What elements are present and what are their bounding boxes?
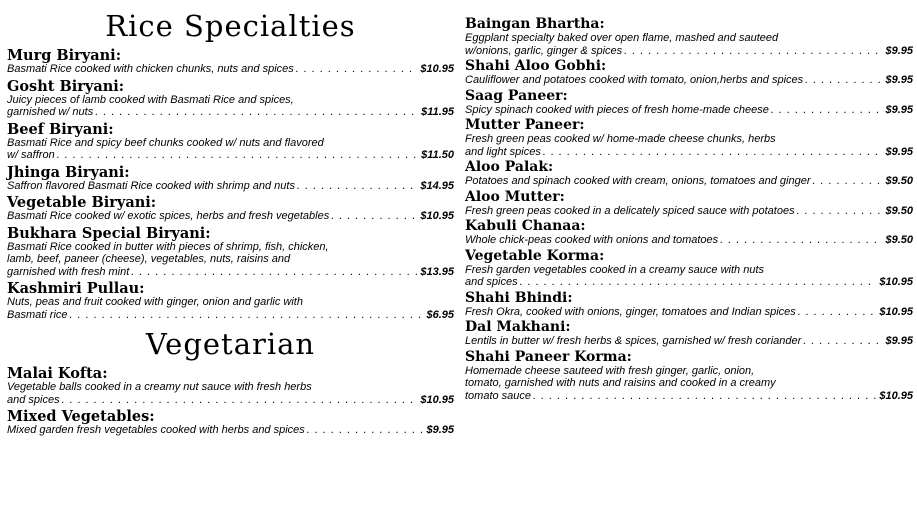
menu-item-price: $9.95 <box>885 103 913 116</box>
dot-leader <box>543 146 884 159</box>
menu-item-price: $9.95 <box>885 44 913 57</box>
dot-leader <box>813 175 884 188</box>
menu-item-description-last-line <box>465 306 913 319</box>
menu-item-description-last-line <box>7 63 454 76</box>
menu-item-price: $10.95 <box>420 63 454 75</box>
menu-item-price: $9.95 <box>885 335 913 347</box>
menu-item-name: Mixed Vegetables: <box>7 408 155 425</box>
menu-item-description: Basmati Rice cooked with chicken chunks, nuts and spices <box>7 63 294 75</box>
menu-item <box>465 291 913 319</box>
menu-item-description: Basmati Rice cooked in butter with pieces of shrimp, fish, chicken, <box>7 240 329 253</box>
menu-item-name: Dal Makhani: <box>465 319 571 335</box>
dot-leader <box>331 210 418 223</box>
vegetarian-list-left <box>7 366 454 437</box>
menu-item-price: $10.95 <box>879 389 913 402</box>
menu-item-description-last-line <box>7 149 454 162</box>
menu-item-price: $14.95 <box>420 179 454 192</box>
menu-item-name: Shahi Aloo Gobhi: <box>465 58 607 74</box>
dot-leader <box>296 63 419 76</box>
menu-item-description: Fresh garden vegetables cooked in a creamy sauce with nuts <box>465 263 764 276</box>
menu-item-description: Fresh green peas cooked w/ home-made cheese chunks, herbs <box>465 133 776 145</box>
menu-item <box>7 281 454 321</box>
menu-item-description: Juicy pieces of lamb cooked with Basmati Rice and spices, <box>7 93 294 106</box>
menu-item-price: $6.95 <box>426 308 454 321</box>
menu-item <box>7 79 454 119</box>
menu-item <box>465 249 913 289</box>
menu-item-price: $9.50 <box>885 234 913 246</box>
menu-item <box>465 350 913 403</box>
section-title-rice-specialties: Rice Specialties <box>105 9 356 43</box>
menu-item-description-last-line <box>7 210 454 223</box>
menu-item-price: $10.95 <box>879 305 913 318</box>
menu-item-name: Jhinga Biryani: <box>7 163 130 181</box>
dot-leader <box>62 394 419 407</box>
menu-item-price: $9.95 <box>426 424 454 436</box>
menu-item-description: Cauliflower and potatoes cooked with tomato, onion,herbs and spices <box>465 74 804 86</box>
menu-item-price: $9.95 <box>885 145 913 158</box>
menu-item-price: $13.95 <box>420 265 454 278</box>
rice-specialties-list <box>7 48 454 321</box>
menu-item-price: $11.50 <box>421 149 454 161</box>
menu-item-description-last-line <box>7 106 454 119</box>
menu-item-name: Shahi Bhindi: <box>465 289 573 306</box>
menu-item <box>7 366 454 406</box>
menu-item-name: Mutter Paneer: <box>465 117 585 133</box>
menu-item-description-last-line <box>7 266 454 279</box>
menu-item-description: Fresh Okra, cooked with onions, ginger, tomatoes and Indian spices <box>465 305 796 318</box>
menu-item-description-last-line <box>465 276 913 289</box>
menu-item <box>465 89 913 117</box>
dot-leader <box>720 234 883 247</box>
section-title-vegetarian: Vegetarian <box>145 327 316 361</box>
dot-leader <box>771 104 884 117</box>
menu-item-price: $9.95 <box>885 74 913 86</box>
menu-item <box>465 219 913 247</box>
menu-item <box>465 190 913 218</box>
menu-item-description: Lentils in butter w/ fresh herbs & spices, garnished w/ fresh coriander <box>465 335 802 347</box>
menu-item-name: Saag Paneer: <box>465 87 568 104</box>
vegetarian-list-right <box>465 17 913 402</box>
menu-item-price: $10.95 <box>420 210 454 222</box>
menu-item-description: garnished with fresh mint <box>7 265 130 278</box>
menu-item <box>465 118 913 158</box>
menu-item-name: Vegetable Korma: <box>465 247 605 264</box>
menu-item-description: Basmati rice <box>7 308 68 321</box>
menu-item-description: tomato, garnished with nuts and raisins and cooked in a creamy <box>465 377 776 389</box>
menu-item-description-last-line <box>465 335 913 348</box>
menu-item-description-last-line <box>7 424 454 437</box>
menu-item-description: Eggplant specialty baked over open flame, mashed and sauteed <box>465 32 779 44</box>
menu-item <box>7 226 454 279</box>
menu-item-description-last-line <box>465 234 913 247</box>
menu-item-description: Homemade cheese sauteed with fresh ginger, garlic, onion, <box>465 364 755 377</box>
menu-item-name: Vegetable Biryani: <box>7 194 157 211</box>
menu-item <box>7 165 454 193</box>
menu-item <box>7 409 454 437</box>
menu-item <box>465 17 913 57</box>
dot-leader <box>533 390 877 403</box>
menu-item-description: Vegetable balls cooked in a creamy nut sauce with fresh herbs <box>7 381 312 393</box>
menu-item-description: w/onions, garlic, ginger & spices <box>465 44 623 57</box>
menu-item-name: Shahi Paneer Korma: <box>465 348 632 365</box>
dot-leader <box>307 424 425 437</box>
menu-item-description: garnished w/ nuts <box>7 106 94 118</box>
menu-item-description: Nuts, peas and fruit cooked with ginger, onion and garlic with <box>7 296 303 308</box>
menu-item-name: Baingan Bhartha: <box>465 16 605 32</box>
menu-item-price: $10.95 <box>879 276 913 288</box>
menu-item-description-last-line <box>7 394 454 407</box>
menu-item-name: Aloo Mutter: <box>465 188 565 205</box>
menu-item-description: Mixed garden fresh vegetables cooked with herbs and spices <box>7 424 305 436</box>
menu-item-description: Potatoes and spinach cooked with cream, onions, tomatoes and ginger <box>465 175 811 187</box>
menu-item-name: Murg Biryani: <box>7 47 122 64</box>
menu-item <box>7 195 454 223</box>
dot-leader <box>803 335 883 348</box>
dot-leader <box>798 306 878 319</box>
menu-item-price: $9.50 <box>885 204 913 217</box>
menu-item-description: w/ saffron <box>7 149 55 161</box>
menu-item-description: Fresh green peas cooked in a delicately spiced sauce with potatoes <box>465 204 795 217</box>
menu-item-description-last-line <box>465 146 913 159</box>
menu-item-name: Bukhara Special Biryani: <box>7 224 211 242</box>
dot-leader <box>131 266 418 279</box>
menu-item-description-last-line <box>465 104 913 117</box>
menu-item-description-last-line <box>465 390 913 403</box>
menu-item <box>465 320 913 348</box>
menu-item-name: Kashmiri Pullau: <box>7 280 145 297</box>
menu-item-description: Spicy spinach cooked with pieces of fresh home-made cheese <box>465 103 769 116</box>
dot-leader <box>520 276 878 289</box>
dot-leader <box>57 149 419 162</box>
menu-item-description-last-line <box>465 45 913 58</box>
menu-item-description-last-line <box>7 309 454 322</box>
menu-item-description: Saffron flavored Basmati Rice cooked with shrimp and nuts <box>7 179 295 192</box>
dot-leader <box>805 74 883 87</box>
dot-leader <box>70 309 425 322</box>
dot-leader <box>297 180 418 193</box>
menu-item-price: $11.95 <box>421 106 454 118</box>
menu-item-name: Malai Kofta: <box>7 365 108 382</box>
dot-leader <box>95 106 419 119</box>
menu-item-description: and light spices <box>465 145 541 158</box>
menu-item-description: Basmati Rice cooked w/ exotic spices, herbs and fresh vegetables <box>7 210 330 222</box>
menu-item-name: Beef Biryani: <box>7 120 114 138</box>
dot-leader <box>797 205 884 218</box>
menu-item-description-last-line <box>465 74 913 87</box>
menu-item-name: Gosht Biryani: <box>7 77 125 95</box>
menu-item-description: and spices <box>7 393 60 406</box>
menu-column-right <box>465 0 913 404</box>
menu-item-description-last-line <box>465 175 913 188</box>
menu-item <box>465 59 913 87</box>
menu-item <box>465 160 913 188</box>
menu-item-description: Whole chick-peas cooked with onions and tomatoes <box>465 234 719 246</box>
menu-item <box>7 122 454 162</box>
menu-item-description-last-line <box>465 205 913 218</box>
menu-item-description: tomato sauce <box>465 389 532 402</box>
menu-item-name: Aloo Palak: <box>465 159 554 175</box>
menu-item-description-last-line <box>7 180 454 193</box>
dot-leader <box>624 45 883 58</box>
menu-item-name: Kabuli Chanaa: <box>465 218 586 234</box>
menu-item-description: Basmati Rice and spicy beef chunks cooked w/ nuts and flavored <box>7 136 324 149</box>
menu-column-left <box>7 0 454 440</box>
menu-item-price: $9.50 <box>885 175 913 187</box>
menu-item-description: and spices <box>465 276 518 288</box>
menu-item <box>7 48 454 76</box>
menu-item-price: $10.95 <box>420 393 454 406</box>
menu-item-description: lamb, beef, paneer (cheese), vegetables, nuts, raisins and <box>7 253 291 265</box>
